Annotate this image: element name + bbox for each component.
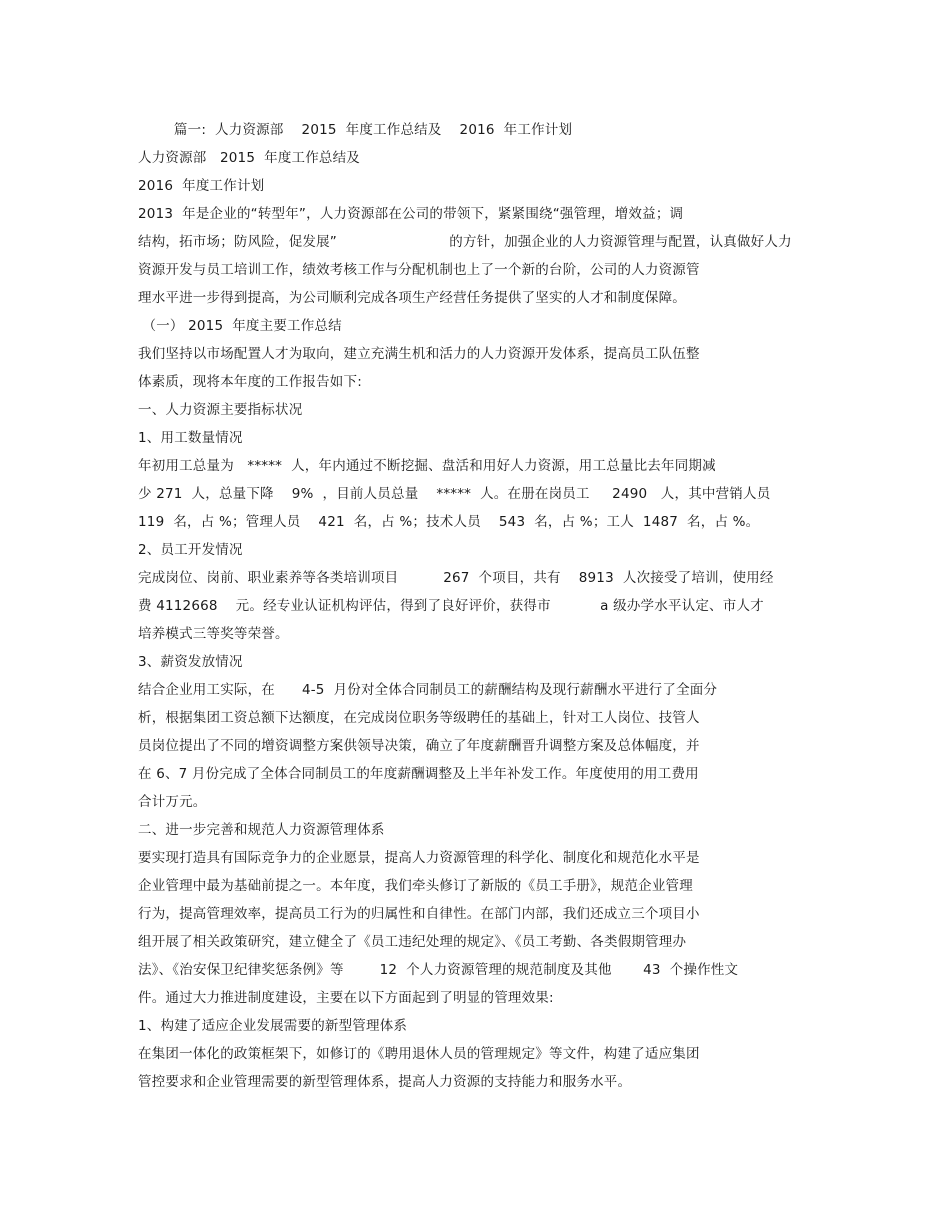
subsection-heading: 3、薪资发放情况: [138, 654, 243, 670]
paragraph-line: 2013 年是企业的“转型年”，人力资源部在公司的带领下，紧紧围绕“强管理，增效益；调: [138, 206, 684, 222]
paragraph-line: 要实现打造具有国际竞争力的企业愿景，提高人力资源管理的科学化、制度化和规范化水平是: [138, 850, 700, 866]
paragraph-line: 119 名，占 %；管理人员 421 名，占 %；技术人员 543 名，占 %；工人 1487 名，占 %。: [138, 514, 760, 530]
paragraph-line: 培养模式三等奖等荣誉。: [138, 626, 289, 642]
paragraph-line: 结构，拓市场；防风险，促发展” 的方针，加强企业的人力资源管理与配置，认真做好人力: [138, 234, 792, 250]
subsection-heading: 2、员工开发情况: [138, 542, 243, 558]
paragraph-line: 理水平进一步得到提高，为公司顺利完成各项生产经营任务提供了坚实的人才和制度保障。: [138, 290, 686, 306]
paragraph-line: 企业管理中最为基础前提之一。本年度，我们牵头修订了新版的《员工手册》，规范企业管理: [138, 878, 693, 894]
paragraph-line: 在 6、7 月份完成了全体合同制员工的年度薪酬调整及上半年补发工作。年度使用的用工费用: [138, 766, 699, 782]
paragraph-line: 法》、《治安保卫纪律奖惩条例》等 12 个人力资源管理的规范制度及其他 43 个操作性文: [138, 962, 739, 978]
paragraph-line: 管控要求和企业管理需要的新型管理体系，提高人力资源的支持能力和服务水平。: [138, 1074, 632, 1090]
paragraph-line: 费 4112668 元。经专业认证机构评估，得到了良好评价，获得市 a 级办学水平认定、市人才: [138, 598, 764, 614]
paragraph-line: 结合企业用工实际，在 4-5 月份对全体合同制员工的薪酬结构及现行薪酬水平进行了全面分: [138, 682, 718, 698]
section-heading: 二、进一步完善和规范人力资源管理体系: [138, 822, 385, 838]
paragraph-line: 组开展了相关政策研究，建立健全了《员工违纪处理的规定》、《员工考勤、各类假期管理办: [138, 934, 687, 950]
paragraph-line: 我们坚持以市场配置人才为取向，建立充满生机和活力的人力资源开发体系，提高员工队伍整: [138, 346, 700, 362]
paragraph-line: 行为，提高管理效率，提高员工行为的归属性和自律性。在部门内部，我们还成立三个项目小: [138, 906, 700, 922]
doc-subtitle: 人力资源部 2015 年度工作总结及: [138, 150, 361, 166]
paragraph-line: 年初用工总量为 ***** 人，年内通过不断挖掘、盘活和用好人力资源，用工总量比去年同期减: [138, 458, 716, 474]
paragraph-line: 资源开发与员工培训工作，绩效考核工作与分配机制也上了一个新的台阶，公司的人力资源管: [138, 262, 700, 278]
paragraph-line: 合计万元。: [138, 794, 207, 810]
section-heading: （一） 2015 年度主要工作总结: [138, 318, 342, 334]
doc-title: 篇一: 人力资源部 2015 年度工作总结及 2016 年工作计划: [138, 122, 573, 138]
paragraph-line: 体素质，现将本年度的工作报告如下:: [138, 374, 362, 390]
paragraph-line: 析，根据集团工资总额下达额度，在完成岗位职务等级聘任的基础上，针对工人岗位、技管人: [138, 710, 700, 726]
section-heading: 一、人力资源主要指标状况: [138, 402, 303, 418]
paragraph-line: 在集团一体化的政策框架下，如修订的《聘用退休人员的管理规定》等文件，构建了适应集团: [138, 1046, 700, 1062]
paragraph-line: 件。通过大力推进制度建设，主要在以下方面起到了明显的管理效果:: [138, 990, 554, 1006]
paragraph-line: 员岗位提出了不同的增资调整方案供领导决策，确立了年度薪酬晋升调整方案及总体幅度，并: [138, 738, 700, 754]
subsection-heading: 1、用工数量情况: [138, 430, 243, 446]
doc-subtitle-2: 2016 年度工作计划: [138, 178, 265, 194]
subsection-heading: 1、构建了适应企业发展需要的新型管理体系: [138, 1018, 408, 1034]
paragraph-line: 少 271 人，总量下降 9% ，目前人员总量 ***** 人。在册在岗员工 2490 人，其中营销人员: [138, 486, 771, 502]
paragraph-line: 完成岗位、岗前、职业素养等各类培训项目 267 个项目，共有 8913 人次接受了培训，使用经: [138, 570, 774, 586]
